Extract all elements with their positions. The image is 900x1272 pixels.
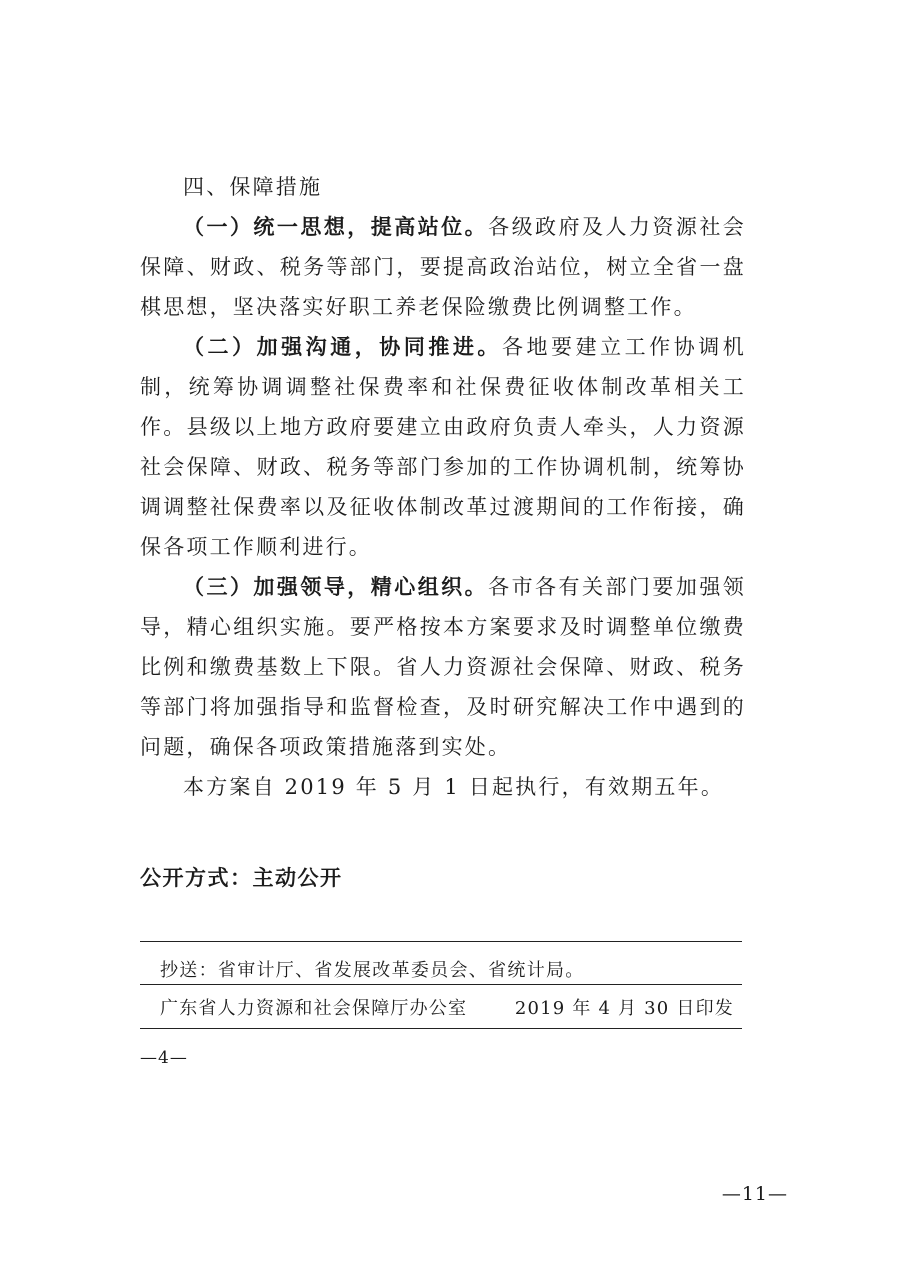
cc-recipients: 抄送：省审计厅、省发展改革委员会、省统计局。: [160, 960, 585, 981]
issue-date: 2019 年 4 月 30 日印发: [514, 998, 734, 1019]
divider-bottom: [140, 1028, 742, 1029]
paragraph-2-text: 各地要建立工作协调机制，统筹协调调整社保费率和社保费征收体制改革相关工作。县级以上地方政府要建立由政府负责人牵头，人力资源社会保障、财政、税务等部门参加的工作协调机制，统筹协调调整社保费率以及征收体制改革过渡期间的工作衔接，确保各项工作顺利进行。: [140, 335, 746, 559]
outer-page-number: —11—: [721, 1183, 788, 1205]
section-heading: 四、保障措施: [183, 175, 323, 199]
divider-top: [140, 941, 742, 942]
paragraph-1-text: 各级政府及人力资源社会保障、财政、税务等部门，要提高政治站位，树立全省一盘棋思想，坚决落实好职工养老保险缴费比例调整工作。: [140, 215, 746, 319]
paragraph-1-lead: （一）统一思想，提高站位。: [183, 215, 489, 239]
issuer-name: 广东省人力资源和社会保障厅办公室: [160, 998, 468, 1019]
paragraph-1: [140, 207, 746, 327]
paragraph-3-text: 各市各有关部门要加强领导，精心组织实施。要严格按本方案要求及时调整单位缴费比例和缴费基数上下限。省人力资源社会保障、财政、税务等部门将加强指导和监督检查，及时研究解决工作中遇到的问题，确保各项政策措施落到实处。: [140, 575, 746, 759]
effective-date-paragraph: 本方案自 2019 年 5 月 1 日起执行，有效期五年。: [183, 775, 725, 799]
paragraph-3-lead: （三）加强领导，精心组织。: [183, 575, 489, 599]
inner-page-number: —4—: [140, 1048, 188, 1068]
disclosure-method: 公开方式：主动公开: [140, 866, 343, 890]
paragraph-2-lead: （二）加强沟通，协同推进。: [183, 335, 502, 359]
body-paragraphs: [140, 207, 746, 807]
issuer-row: [160, 994, 734, 1020]
paragraph-3: [140, 567, 746, 767]
paragraph-2: [140, 327, 746, 567]
divider-middle: [140, 984, 742, 985]
